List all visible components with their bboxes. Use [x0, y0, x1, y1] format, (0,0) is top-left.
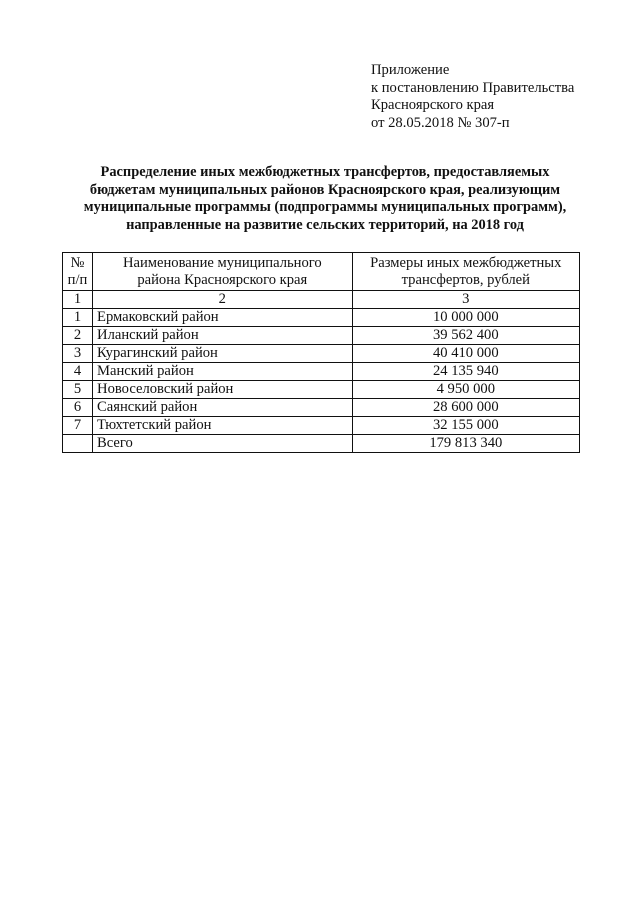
district-name: Курагинский район	[93, 345, 353, 363]
table-row	[63, 327, 580, 345]
transfer-amount: 28 600 000	[352, 399, 579, 417]
total-amount: 179 813 340	[352, 435, 579, 453]
table-header-row	[63, 253, 580, 291]
header-district-name-line-2: района Красноярского края	[137, 271, 308, 288]
header-number-line-2: п/п	[67, 271, 88, 288]
total-row	[63, 435, 580, 453]
row-number: 3	[63, 345, 93, 363]
row-number: 7	[63, 417, 93, 435]
header-transfer-amount-line-2: трансфертов, рублей	[401, 271, 530, 288]
district-name: Тюхтетский район	[93, 417, 353, 435]
document-title-line-2: бюджетам муниципальных районов Красноярского края, реализующим	[89, 181, 561, 198]
row-number: 5	[63, 381, 93, 399]
table-row	[63, 309, 580, 327]
transfer-amount: 32 155 000	[352, 417, 579, 435]
appendix-header	[371, 62, 574, 132]
header-transfer-amount	[352, 253, 579, 291]
table-row	[63, 345, 580, 363]
table-row	[63, 417, 580, 435]
table-row	[63, 381, 580, 399]
row-number: 2	[63, 327, 93, 345]
transfer-amount: 10 000 000	[352, 309, 579, 327]
column-index-row	[63, 291, 580, 309]
transfers-table	[62, 252, 580, 453]
header-district-name-line-1: Наименование муниципального	[122, 254, 322, 271]
district-name: Новоселовский район	[93, 381, 353, 399]
header-district-name	[93, 253, 353, 291]
appendix-region: Красноярского края	[371, 97, 495, 113]
row-number: 4	[63, 363, 93, 381]
district-name: Саянский район	[93, 399, 353, 417]
transfer-amount: 4 950 000	[352, 381, 579, 399]
total-label: Всего	[93, 435, 353, 453]
document-title-line-3: муниципальные программы (подпрограммы муниципальных программ),	[83, 199, 567, 215]
total-row-number-empty	[63, 435, 93, 453]
transfer-amount: 40 410 000	[352, 345, 579, 363]
table-row	[63, 399, 580, 417]
document-title-line-1: Распределение иных межбюджетных трансфертов, предоставляемых	[100, 164, 550, 180]
appendix-title: Приложение	[371, 62, 450, 78]
district-name: Иланский район	[93, 327, 353, 345]
header-transfer-amount-line-1: Размеры иных межбюджетных	[370, 254, 562, 271]
appendix-date-number: от 28.05.2018 № 307-п	[371, 114, 510, 131]
column-index-2: 2	[93, 291, 353, 309]
district-name: Манский район	[93, 363, 353, 381]
transfer-amount: 24 135 940	[352, 363, 579, 381]
document-title	[60, 164, 590, 234]
appendix-resolution-ref: к постановлению Правительства	[371, 79, 575, 96]
table-row	[63, 363, 580, 381]
row-number: 6	[63, 399, 93, 417]
district-name: Ермаковский район	[93, 309, 353, 327]
document-title-line-4: направленные на развитие сельских территорий, на 2018 год	[126, 216, 524, 233]
row-number: 1	[63, 309, 93, 327]
column-index-1: 1	[63, 291, 93, 309]
column-index-3: 3	[352, 291, 579, 309]
header-number-line-1: №	[70, 254, 85, 271]
header-number	[63, 253, 93, 291]
transfer-amount: 39 562 400	[352, 327, 579, 345]
